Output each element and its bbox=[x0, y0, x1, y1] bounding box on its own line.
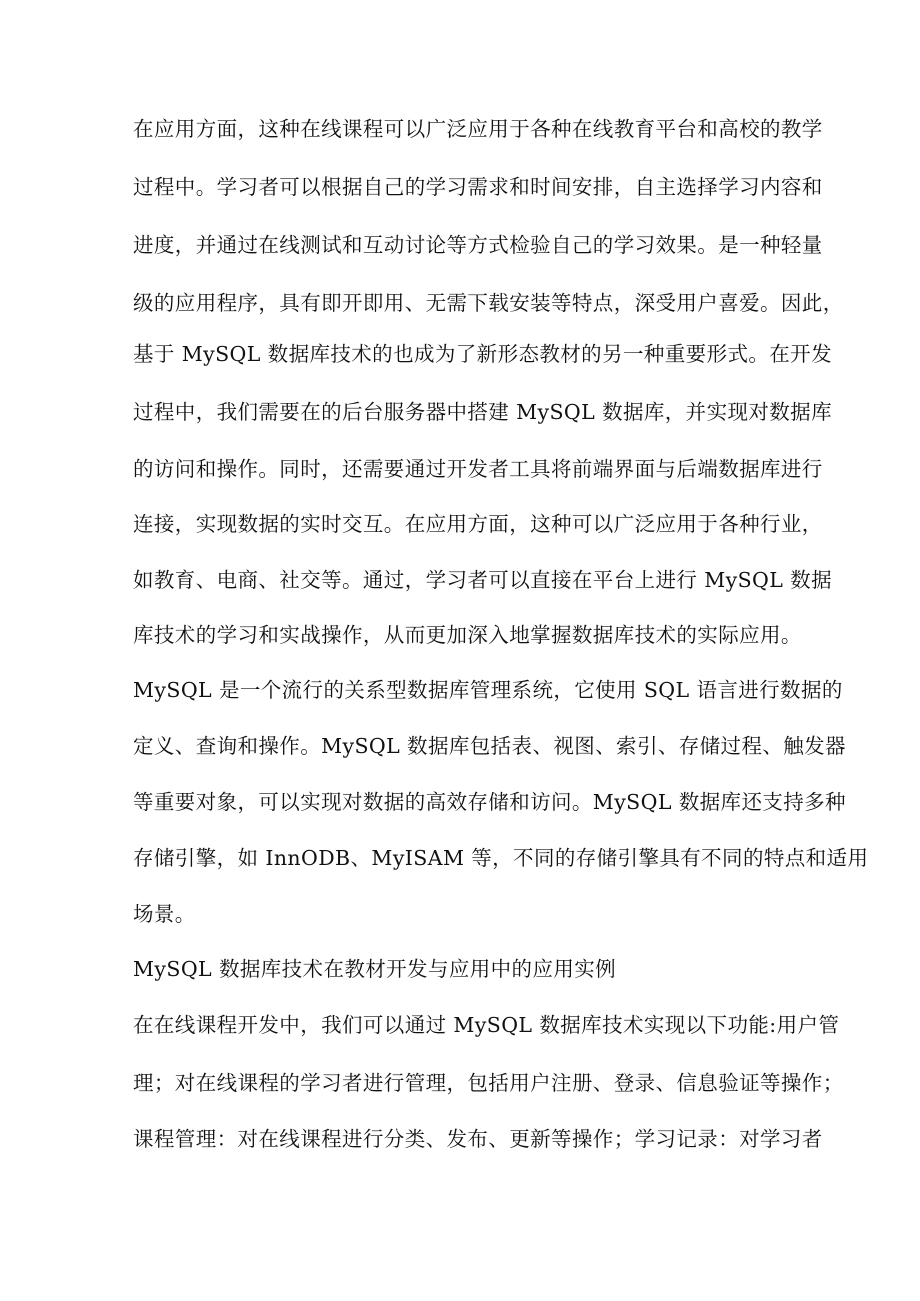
text-line: 理；对在线课程的学习者进行管理，包括用户注册、登录、信息验证等操作； bbox=[133, 1071, 844, 1095]
text-line: 场景。 bbox=[133, 902, 196, 926]
text-line: 在应用方面，这种在线课程可以广泛应用于各种在线教育平台和高校的教学 bbox=[133, 117, 823, 141]
text-line: 如教育、电商、社交等。通过，学习者可以直接在平台上进行 MySQL 数据 bbox=[133, 568, 832, 592]
text-line: 在在线课程开发中，我们可以通过 MySQL 数据库技术实现以下功能:用户管 bbox=[133, 1013, 840, 1037]
text-line: 连接，实现数据的实时交互。在应用方面，这种可以广泛应用于各种行业， bbox=[133, 512, 823, 536]
heading-text: MySQL 数据库技术在教材开发与应用中的应用实例 bbox=[133, 957, 617, 981]
text-line: 定义、查询和操作。MySQL 数据库包括表、视图、索引、存储过程、触发器 bbox=[133, 734, 846, 758]
text-line: 基于 MySQL 数据库技术的也成为了新形态教材的另一种重要形式。在开发 bbox=[133, 342, 832, 366]
text-line: 课程管理：对在线课程进行分类、发布、更新等操作；学习记录：对学习者 bbox=[133, 1127, 823, 1151]
text-line: MySQL 是一个流行的关系型数据库管理系统，它使用 SQL 语言进行数据的 bbox=[133, 678, 843, 702]
text-line: 库技术的学习和实战操作，从而更加深入地掌握数据库技术的实际应用。 bbox=[133, 623, 802, 647]
text-line: 过程中，我们需要在的后台服务器中搭建 MySQL 数据库，并实现对数据库 bbox=[133, 400, 832, 424]
text-line: 过程中。学习者可以根据自己的学习需求和时间安排，自主选择学习内容和 bbox=[133, 175, 823, 199]
text-line: 等重要对象，可以实现对数据的高效存储和访问。MySQL 数据库还支持多种 bbox=[133, 790, 846, 814]
text-line: 进度，并通过在线测试和互动讨论等方式检验自己的学习效果。是一种轻量 bbox=[133, 233, 823, 257]
text-line: 级的应用程序，具有即开即用、无需下载安装等特点，深受用户喜爱。因此， bbox=[133, 291, 844, 315]
text-line: 的访问和操作。同时，还需要通过开发者工具将前端界面与后端数据库进行 bbox=[133, 457, 823, 481]
text-line: 存储引擎，如 InnODB、MyISAM 等，不同的存储引擎具有不同的特点和适用 bbox=[133, 846, 869, 870]
